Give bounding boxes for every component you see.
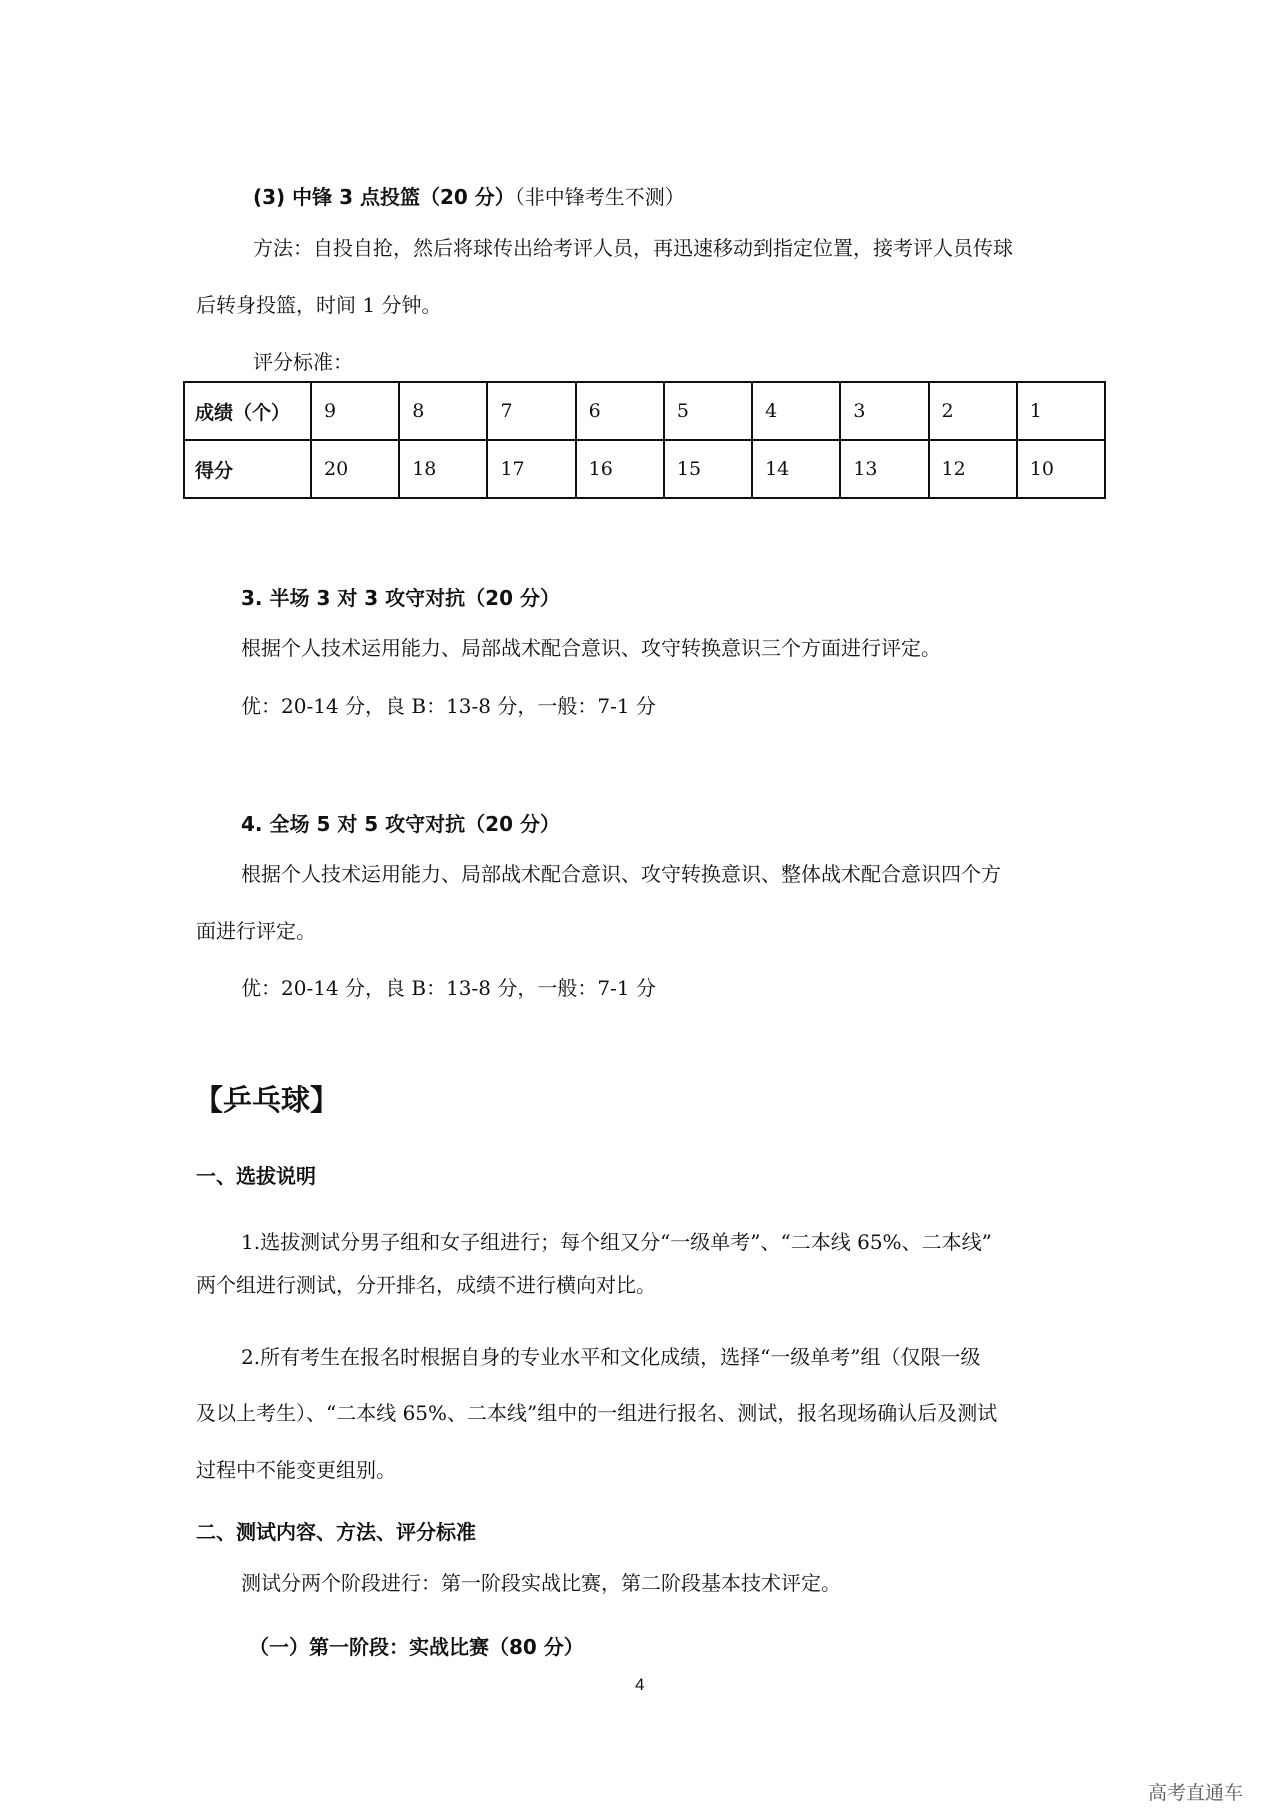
full-court-grades: 优：20-14 分，良 B：13-8 分，一般：7-1 分 [241,976,656,1000]
center-heading [253,181,685,210]
table-cell: 6 [576,382,664,440]
watermark-text: 高考直通车 [1148,1782,1244,1804]
item2-line3: 过程中不能变更组别。 [196,1458,396,1482]
criteria-label: 评分标准： [253,350,353,374]
table-cell: 13 [840,440,928,498]
table-cell: 3 [840,382,928,440]
table-cell: 5 [664,382,752,440]
table-cell: 16 [576,440,664,498]
center-heading-main: (3) 中锋 3 点投篮（20 分） [253,185,515,209]
full-court-desc-line1: 根据个人技术运用能力、局部战术配合意识、攻守转换意识、整体战术配合意识四个方 [241,862,1001,886]
table-cell: 14 [752,440,840,498]
stage1-heading: （一）第一阶段：实战比赛（80 分） [249,1635,584,1659]
item2-line1: 2.所有考生在报名时根据自身的专业水平和文化成绩，选择“一级单考”组（仅限一级 [241,1345,981,1369]
selection-heading: 一、选拔说明 [196,1164,316,1188]
table-cell: 7 [487,382,575,440]
table-cell: 18 [399,440,487,498]
item1-line2: 两个组进行测试，分开排名，成绩不进行横向对比。 [196,1273,656,1297]
item2-line2: 及以上考生）、“二本线 65%、二本线”组中的一组进行报名、测试，报名现场确认后及测试 [196,1401,998,1425]
page-number: 4 [635,1675,645,1694]
row1-label: 成绩（个） [184,382,311,440]
center-method-line1: 方法：自投自抢，然后将球传出给考评人员，再迅速移动到指定位置，接考评人员传球 [253,236,1013,260]
score-table [183,381,1106,499]
full-court-heading: 4. 全场 5 对 5 攻守对抗（20 分） [241,812,560,836]
table-tennis-title: 【乒乓球】 [194,1083,340,1117]
stages-intro: 测试分两个阶段进行：第一阶段实战比赛，第二阶段基本技术评定。 [241,1571,841,1595]
half-court-desc: 根据个人技术运用能力、局部战术配合意识、攻守转换意识三个方面进行评定。 [241,636,941,660]
table-cell: 12 [929,440,1017,498]
table-cell: 20 [311,440,399,498]
half-court-grades: 优：20-14 分，良 B：13-8 分，一般：7-1 分 [241,694,656,718]
table-cell: 2 [929,382,1017,440]
table-cell: 9 [311,382,399,440]
center-heading-note: （非中锋考生不测） [514,185,685,209]
table-cell: 15 [664,440,752,498]
table-cell: 1 [1017,382,1105,440]
table-cell: 10 [1017,440,1105,498]
table-row [184,440,1105,498]
row2-label: 得分 [184,440,311,498]
test-content-heading: 二、测试内容、方法、评分标准 [196,1520,476,1544]
table-cell: 17 [487,440,575,498]
table-row [184,382,1105,440]
item1-line1: 1.选拔测试分男子组和女子组进行；每个组又分“一级单考”、“二本线 65%、二本线” [241,1230,992,1254]
half-court-heading: 3. 半场 3 对 3 攻守对抗（20 分） [241,586,560,610]
table-cell: 4 [752,382,840,440]
center-method-line2: 后转身投篮，时间 1 分钟。 [196,293,442,317]
full-court-desc-line2: 面进行评定。 [196,919,316,943]
table-cell: 8 [399,382,487,440]
